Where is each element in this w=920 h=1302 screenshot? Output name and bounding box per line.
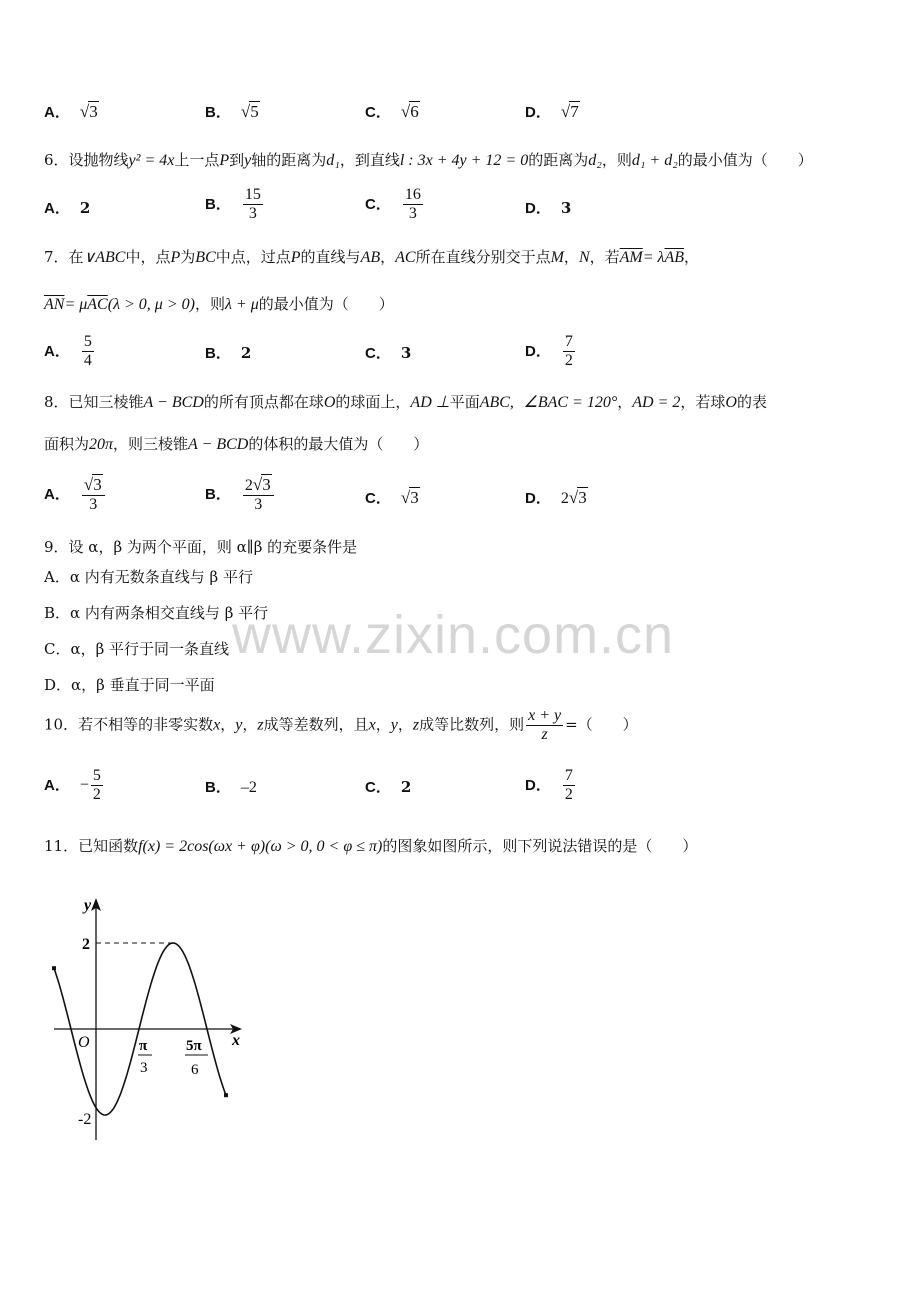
q8-option-c[interactable] bbox=[365, 488, 420, 509]
option-letter: B． bbox=[205, 486, 231, 503]
y-min-label: -2 bbox=[78, 1111, 92, 1128]
q7-option-c[interactable] bbox=[365, 343, 411, 364]
option-value: 3 bbox=[400, 344, 412, 362]
option-letter: B． bbox=[205, 345, 231, 362]
option-letter: B． bbox=[205, 195, 231, 213]
option-value: –2 bbox=[240, 779, 257, 796]
q5-option-b[interactable] bbox=[205, 102, 260, 123]
tick-pi-3-numerator: π bbox=[139, 1038, 148, 1054]
q7-option-a[interactable] bbox=[44, 333, 96, 370]
option-letter: A． bbox=[44, 776, 70, 794]
q9-option-a[interactable]: A．α 内有无数条直线与 β 平行 bbox=[44, 568, 253, 586]
fraction: $\frac{5}{4}$ bbox=[83, 333, 92, 369]
curve-endpoint-right bbox=[224, 1093, 228, 1097]
fraction: $\frac{2√3}{3}$ bbox=[243, 476, 274, 514]
q10-stem: 10．若不相等的非零实数x，y，z成等差数列，且x，y，z成等比数列，则 $\frac{x + y}{z}$ =（ ） bbox=[44, 707, 638, 743]
fraction: $\frac{16}{3}$ bbox=[404, 186, 421, 222]
q8-option-b[interactable] bbox=[205, 476, 276, 514]
q6-option-c[interactable] bbox=[365, 186, 425, 223]
sqrt-value: √7 bbox=[560, 102, 579, 121]
y-max-label: 2 bbox=[82, 936, 90, 953]
q9-option-b[interactable]: B．α 内有两条相交直线与 β 平行 bbox=[44, 604, 269, 622]
option-letter: B． bbox=[205, 779, 231, 796]
option-letter: A． bbox=[44, 342, 70, 360]
tick-5pi-6-numerator: 5π bbox=[186, 1038, 202, 1054]
q9-option-d[interactable]: D．α，β 垂直于同一平面 bbox=[44, 676, 215, 694]
fraction: $\frac{x + y}{z}$ bbox=[528, 707, 562, 743]
tick-5pi-6-denominator: 6 bbox=[191, 1062, 199, 1078]
option-letter: D． bbox=[525, 776, 551, 794]
fraction: $\frac{15}{3}$ bbox=[244, 186, 261, 222]
option-letter: C． bbox=[365, 345, 391, 362]
option-letter: A． bbox=[44, 200, 70, 217]
q9-option-c[interactable]: C．α，β 平行于同一条直线 bbox=[44, 640, 230, 658]
q7-option-b[interactable] bbox=[205, 343, 251, 364]
sqrt-value: √3 bbox=[400, 488, 419, 507]
option-letter: D． bbox=[525, 104, 551, 121]
option-letter: A． bbox=[44, 486, 70, 503]
q8-stem-line1: 8．已知三棱锥A − BCD的所有顶点都在球O的球面上，AD ⊥平面ABC, ∠BAC = 120°，AD = 2，若球O的表 bbox=[44, 393, 767, 411]
q7-stem-line2: $\overline{AN}= \mu\overline{AC}(\lambda > 0$, μ > 0)，则λ + μ的最小值为（ ） bbox=[44, 295, 394, 313]
tick-pi-3-denominator: 3 bbox=[140, 1060, 148, 1076]
sqrt-value: √6 bbox=[400, 102, 419, 121]
option-letter: B． bbox=[205, 104, 231, 121]
q7-option-d[interactable] bbox=[525, 333, 577, 370]
q6-stem: 6．设抛物线y² = 4x上一点P到y轴的距离为d₁，到直线l : 3x + 4y + 12 = 0的距离为d₂，则d₁ + d₂的最小值为（ ） bbox=[44, 151, 813, 169]
cosine-graph bbox=[40, 890, 260, 1150]
curve-endpoint-left bbox=[52, 966, 56, 970]
watermark: www.zixin.com.cn bbox=[232, 605, 675, 665]
x-axis-label: x bbox=[232, 1032, 240, 1049]
y-axis-label: y bbox=[84, 897, 92, 914]
option-letter: C． bbox=[365, 104, 391, 121]
fraction: $\frac{7}{2}$ bbox=[564, 333, 573, 369]
option-letter: D． bbox=[525, 200, 551, 217]
q8-stem-line2: 面积为20π，则三棱锥A − BCD的体积的最大值为（ ） bbox=[44, 435, 429, 453]
q5-option-c[interactable] bbox=[365, 102, 420, 123]
q8-option-a[interactable] bbox=[44, 476, 107, 514]
option-letter: D． bbox=[525, 490, 551, 507]
option-value: 3 bbox=[560, 199, 572, 217]
option-value: 2 bbox=[79, 199, 91, 217]
sqrt-value: √5 bbox=[240, 102, 259, 121]
sqrt-value: √3 bbox=[79, 102, 98, 121]
q6-option-a[interactable] bbox=[44, 198, 90, 219]
q5-option-d[interactable] bbox=[525, 102, 580, 123]
option-letter: C． bbox=[365, 779, 391, 796]
q5-option-a[interactable] bbox=[44, 102, 99, 123]
q10-option-d[interactable] bbox=[525, 767, 577, 804]
fraction: $\frac{√3}{3}$ bbox=[82, 476, 105, 514]
q9-stem: 9．设 α，β 为两个平面，则 α∥β 的充要条件是 bbox=[44, 538, 358, 556]
q6-option-b[interactable] bbox=[205, 186, 265, 223]
option-letter: D． bbox=[525, 342, 551, 360]
option-letter: A． bbox=[44, 104, 70, 121]
q10-option-b[interactable] bbox=[205, 777, 257, 798]
q10-option-a[interactable]: A． − $\frac{5}{2}$ bbox=[44, 767, 101, 803]
q8-option-d[interactable]: D． 2√3 bbox=[525, 488, 587, 507]
option-value: 2 bbox=[240, 344, 252, 362]
q11-stem: 11．已知函数f(x) = 2cos(ωx + φ)(ω > 0, 0 < φ ≤ π)的图象如图所示，则下列说法错误的是（ ） bbox=[44, 837, 698, 855]
q7-stem-line1: 7．在∨ABC中，点P为BC中点，过点P的直线与AB，AC所在直线分别交于点M，N，若$\overline{AM}= \lambda\overline{AB}$， bbox=[44, 248, 700, 266]
sqrt-value: √3 bbox=[568, 488, 587, 507]
option-letter: C． bbox=[365, 195, 391, 213]
option-letter: C． bbox=[365, 490, 391, 507]
q10-option-c[interactable] bbox=[365, 777, 411, 798]
origin-label: O bbox=[78, 1034, 90, 1051]
option-value: 2 bbox=[400, 778, 412, 796]
fraction: $\frac{7}{2}$ bbox=[564, 767, 573, 803]
q6-option-d[interactable] bbox=[525, 198, 571, 219]
fraction: $\frac{5}{2}$ bbox=[92, 767, 101, 803]
